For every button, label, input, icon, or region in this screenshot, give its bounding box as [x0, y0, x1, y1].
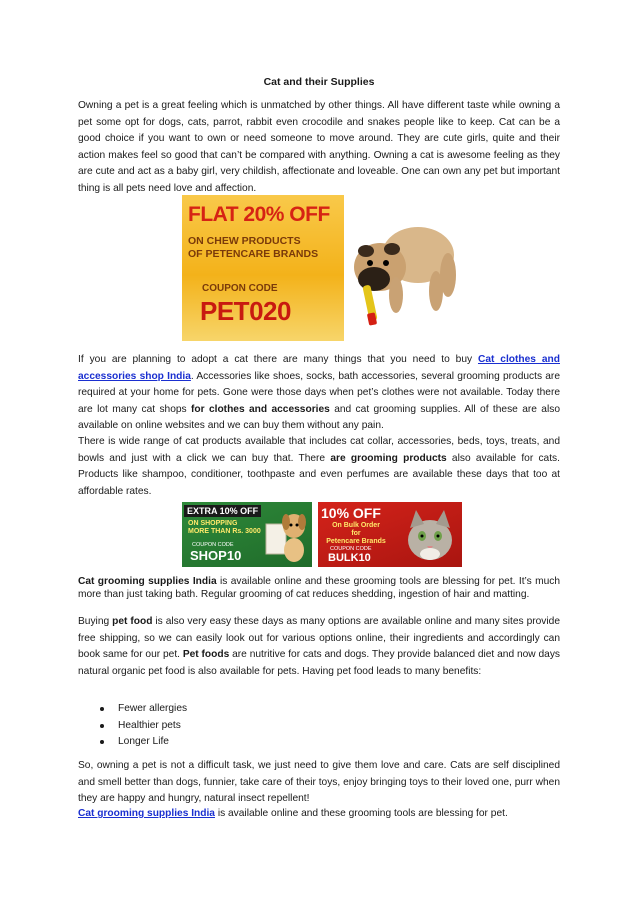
dog-with-bag-illustration	[262, 506, 308, 564]
banner-subline-2: MORE THAN Rs. 3000	[188, 528, 261, 535]
coupon-code: BULK10	[328, 552, 371, 564]
banner-subline-2: OF PETENCARE BRANDS	[188, 247, 319, 260]
shopping-offer-banner[interactable]	[182, 502, 312, 567]
intro-paragraph: Owning a pet is a great feeling which is unmatched by other things. All have different taste while owning a pet some opt for dogs, cats, parrot, rabbit even crocodile and snakes people like to keep. Cat can be a good choice if you want to own or need someone to move around. They are cute girls, quite and their action makes feel so good that can’t be compared with anything. Owning a cat is awesome feeling as they are cute and act as a baby girl, very childish, affectionate and loveable. One can own any pet but important thing is all pets need love and affection.	[78, 100, 560, 194]
paragraph-cat-products	[78, 434, 560, 500]
bold-text: pet food	[112, 616, 153, 627]
text-segment: is also very easy these days as many options are available online and many sites provide free shipping, so we can easily look out for various options online, their ingredients and accordingly can book same for our pet.	[78, 616, 560, 661]
bold-text: Pet foods	[182, 649, 230, 661]
cat-grooming-link[interactable]: Cat grooming supplies India	[78, 808, 215, 819]
coupon-label: COUPON CODE	[330, 546, 372, 552]
bold-text: are grooming products	[330, 452, 447, 464]
cat-clothes-link[interactable]: Cat clothes and accessories shop India	[78, 354, 560, 382]
list-item: Longer Life	[100, 734, 187, 751]
banner-headline: EXTRA 10% OFF	[184, 505, 261, 517]
bulk-order-banner[interactable]	[318, 502, 462, 567]
paragraph-closing	[78, 806, 560, 823]
text-segment: Buying	[78, 616, 113, 627]
pug-illustration	[344, 195, 464, 341]
banner-offer-panel	[182, 195, 344, 341]
text-segment: is available online and these grooming tools are blessing for pet.	[214, 808, 508, 819]
text-segment: If you are planning to adopt a cat there are many things that you need to buy	[78, 354, 478, 365]
text-segment: and cat grooming supplies. All of these are also available on online websites and we can buy them without any pain.	[78, 403, 560, 432]
paragraph-grooming	[78, 576, 560, 601]
coupon-code: PET020	[200, 296, 291, 326]
cat-illustration	[400, 506, 460, 566]
benefits-list	[100, 701, 187, 751]
text-segment: is available online and these grooming tools are blessing for pet. It’s much more than just taking bath. Regular grooming of cat reduces shedding, ingestion of hair and matting.	[78, 576, 560, 600]
coupon-label: COUPON CODE	[202, 283, 278, 294]
bold-text: for clothes and accessories	[191, 403, 330, 415]
list-item: Fewer allergies	[100, 701, 187, 718]
paragraph-conclusion: So, owning a pet is not a difficult task, we just need to give them love and care. Cats are self disciplined and smell better than dogs, funnier, take care of their toys, enjoy bringing toys to their loved one, purr when they are happy and hungry, natural insect repellent!	[78, 760, 560, 805]
banner-headline: FLAT 20% OFF	[188, 203, 330, 226]
banner-subline-2: for	[351, 530, 361, 537]
bold-text: Cat grooming supplies India	[78, 576, 217, 587]
banner-subline-1: ON CHEW PRODUCTS	[188, 235, 301, 247]
paragraph-pet-food	[78, 614, 560, 680]
banner-headline: 10% OFF	[321, 505, 381, 521]
page-title: Cat and their Supplies	[263, 76, 375, 88]
banner-subline-1: On Bulk Order	[332, 522, 380, 529]
banner-subline-3: Petencare Brands	[326, 538, 386, 545]
banner-subline	[188, 235, 343, 260]
text-segment: also available for cats. Products like shampoo, conditioner, toothpaste and even perfumes are available these days that too at affordable rates.	[78, 452, 560, 497]
banner-subline	[326, 522, 386, 546]
text-segment: are nutritive for cats and dogs. They provide balanced diet and now days natural organic pet food is also available for pets. Having pet food leads to many benefits:	[78, 649, 561, 677]
paragraph-cat-clothes	[78, 352, 560, 435]
banner-subline-1: ON SHOPPING	[188, 520, 238, 527]
text-segment: There is wide range of cat products available that includes cat collar, accessories, beds, toys, treats, and bowls and just with a click we can buy that. There	[78, 436, 560, 464]
banner-subline	[188, 520, 261, 536]
chew-products-banner[interactable]	[182, 195, 464, 341]
pug-image	[344, 195, 464, 341]
coupon-code: SHOP10	[190, 548, 242, 563]
list-item: Healthier pets	[100, 718, 187, 735]
text-segment: . Accessories like shoes, socks, bath accessories, several grooming products are required at your home for pets. Gone were those days when pet’s clothes were not available. Today there are lot many cat shops	[78, 370, 560, 415]
coupon-label: COUPON CODE	[192, 542, 234, 548]
